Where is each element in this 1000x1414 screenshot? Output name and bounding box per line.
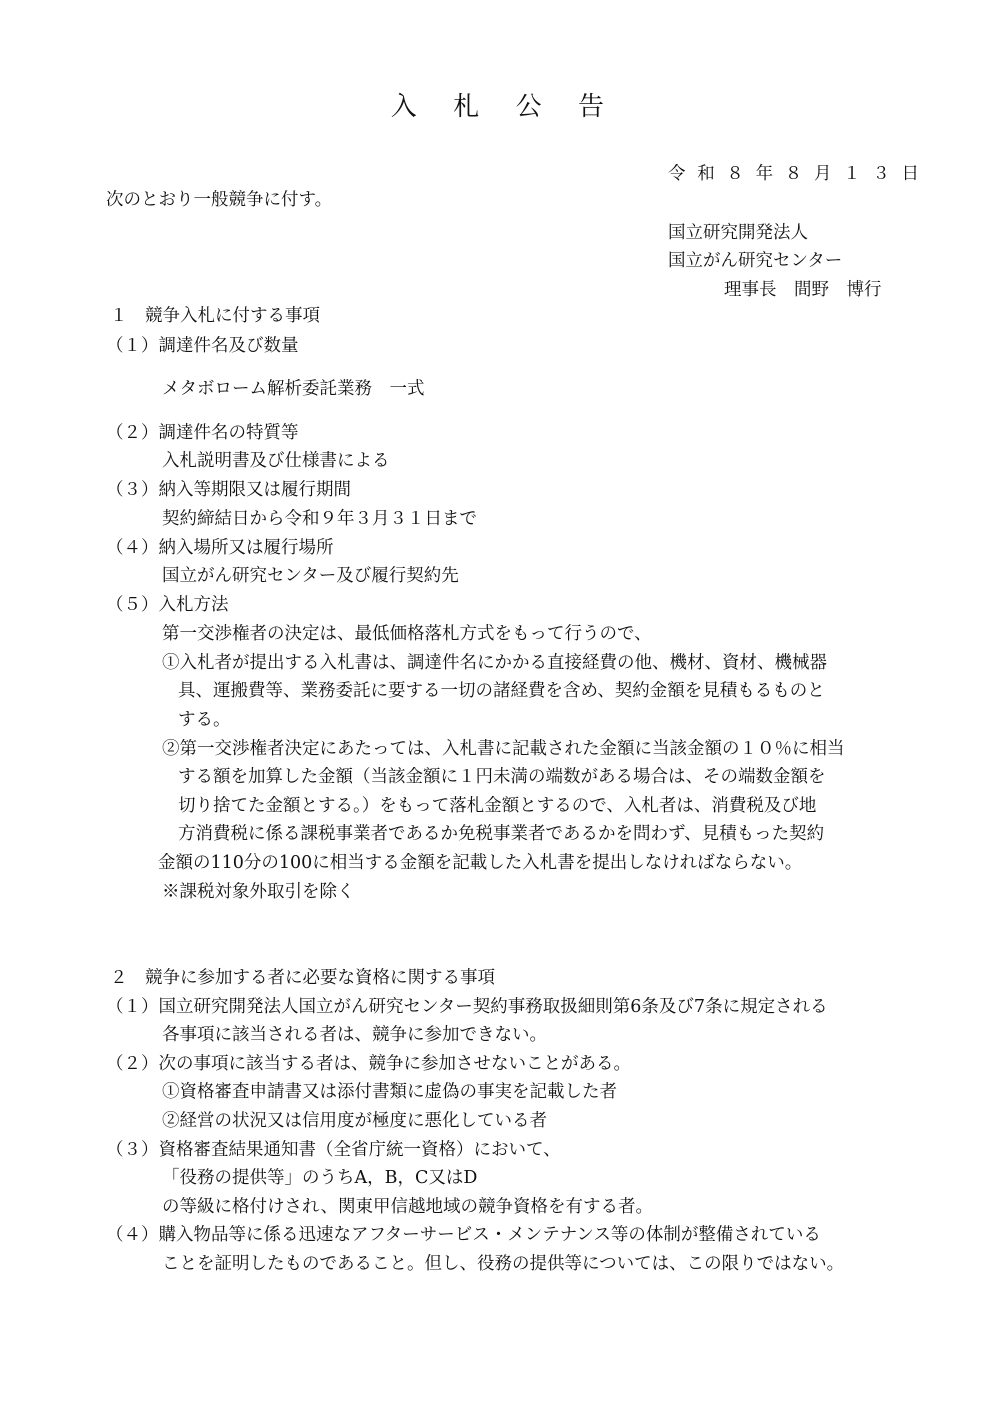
section1-item5-line: ②第一交渉権者決定にあたっては、入札書に記載された金額に当該金額の１０％に相当: [162, 739, 845, 759]
section2-item3-line: の等級に格付けされ、関東甲信越地域の競争資格を有する者。: [162, 1197, 654, 1217]
section1-item4-body: 国立がん研究センター及び履行契約先: [162, 566, 459, 586]
section1-item5-line: する額を加算した金額（当該金額に１円未満の端数がある場合は、その端数金額を: [178, 767, 826, 787]
section2-item4-line: ことを証明したものであること。但し、役務の提供等については、この限りではない。: [162, 1254, 845, 1274]
page-title: 入 札 公 告: [390, 92, 610, 122]
issuer-org-2: 国立がん研究センター: [668, 251, 843, 271]
section1-item2-heading: （２）調達件名の特質等: [106, 423, 299, 443]
intro-text: 次のとおり一般競争に付す。: [106, 190, 333, 210]
section1-item1-heading: （１）調達件名及び数量: [106, 336, 299, 356]
section1-item5-line: 第一交渉権者の決定は、最低価格落札方式をもって行うので、: [162, 624, 652, 644]
section1-item3-body: 契約締結日から令和９年３月３１日まで: [162, 509, 477, 529]
section2-item1-line: （１）国立研究開発法人国立がん研究センター契約事務取扱細則第6条及び7条に規定される: [106, 997, 828, 1017]
section1-item5-line: する。: [178, 710, 231, 730]
section1-item5-line: 方消費税に係る課税事業者であるか免税事業者であるかを問わず、見積もった契約: [178, 824, 825, 844]
section1-item5-line: 具、運搬費等、業務委託に要する一切の諸経費を含め、契約金額を見積もるものと: [178, 681, 825, 701]
issuer-name: 理事長 間野 博行: [724, 280, 882, 300]
issuer-org-1: 国立研究開発法人: [668, 223, 808, 243]
section1-item1-body: メタボローム解析委託業務 一式: [162, 379, 425, 399]
section1-item5-heading: （５）入札方法: [106, 595, 229, 615]
section2-item4-line: （４）購入物品等に係る迅速なアフターサービス・メンテナンス等の体制が整備されている: [106, 1225, 821, 1245]
section2-item3-line: 「役務の提供等」のうちA，B，C又はD: [162, 1168, 478, 1188]
section1-item5-line: ①入札者が提出する入札書は、調達件名にかかる直接経費の他、機材、資材、機械器: [162, 653, 827, 673]
section2-item1-line: 各事項に該当される者は、競争に参加できない。: [162, 1025, 547, 1045]
section1-item4-heading: （４）納入場所又は履行場所: [106, 538, 334, 558]
section2-item2-line: ①資格審査申請書又は添付書類に虚偽の事実を記載した者: [162, 1082, 617, 1102]
section2-heading: ２ 競争に参加する者に必要な資格に関する事項: [110, 968, 495, 988]
section1-item3-heading: （３）納入等期限又は履行期間: [106, 480, 351, 500]
section1-item2-body: 入札説明書及び仕様書による: [162, 451, 390, 471]
section1-item5-line: 切り捨てた金額とする。）をもって落札金額とするので、入札者は、消費税及び地: [178, 796, 817, 816]
section2-item2-line: （２）次の事項に該当する者は、競争に参加させないことがある。: [106, 1054, 631, 1074]
section1-item5-note: ※課税対象外取引を除く: [162, 882, 355, 902]
notice-date: 令 和 ８ 年 ８ 月 １ ３ 日: [668, 164, 920, 184]
section1-heading: １ 競争入札に付する事項: [110, 306, 320, 326]
section2-item2-line: ②経営の状況又は信用度が極度に悪化している者: [162, 1111, 547, 1131]
section1-item5-line: 金額の110分の100に相当する金額を記載した入札書を提出しなければならない。: [158, 853, 803, 873]
section2-item3-line: （３）資格審査結果通知書（全省庁統一資格）において、: [106, 1140, 561, 1160]
